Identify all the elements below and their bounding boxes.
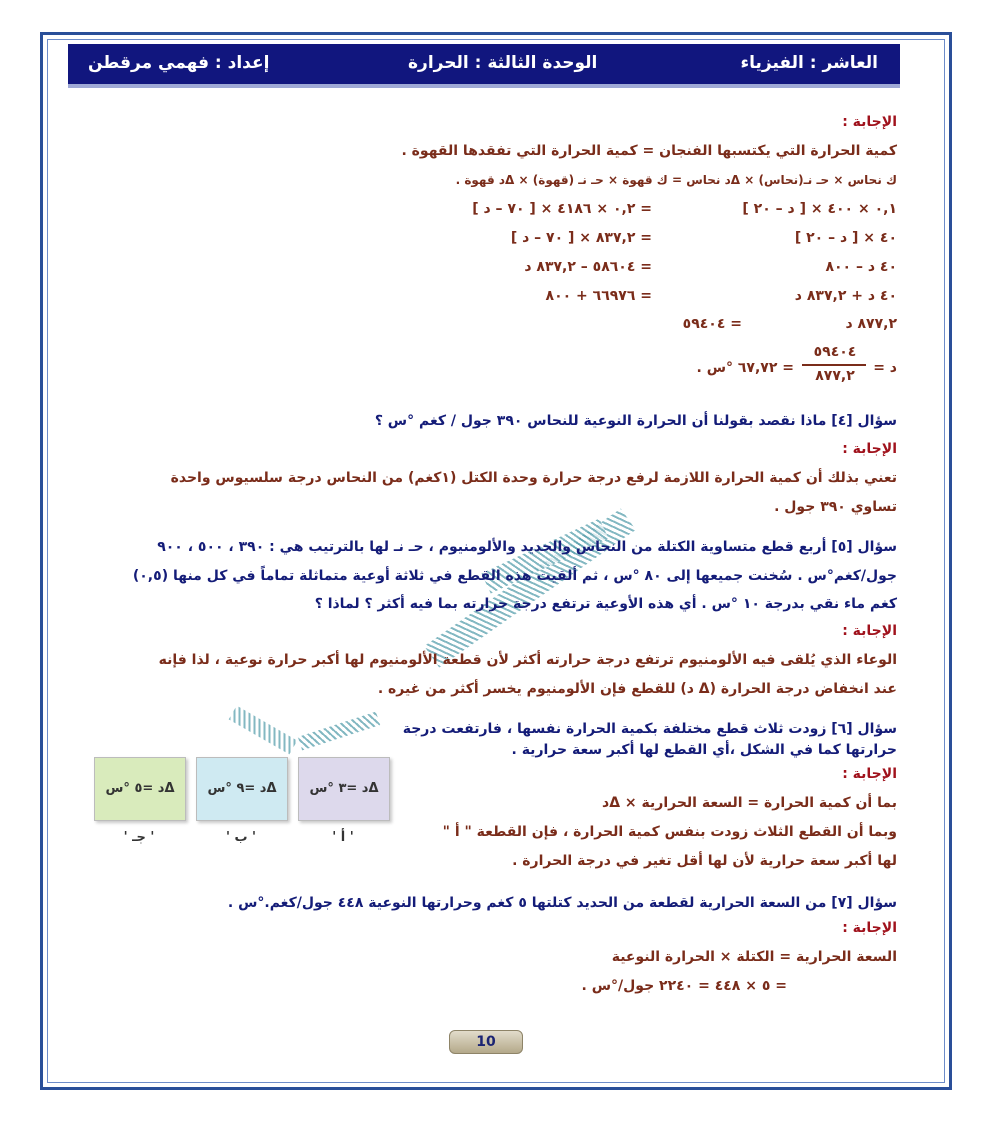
answer-text: تعني بذلك أن كمية الحرارة اللازمة لرفع درجة حرارة وحدة الكتل (١كغم) من النحاس درجة سلسيوس واحدة	[170, 470, 897, 486]
equation-left: ٠,١ × ٤٠٠ × [ د – ٢٠ ]	[742, 201, 897, 217]
question-label: سؤال [٥]	[831, 539, 897, 555]
question-6	[403, 721, 897, 737]
equation-left: ٨٧٧,٢ د	[845, 316, 897, 332]
answer-text: بما أن كمية الحرارة = السعة الحرارية × Δد	[602, 795, 897, 811]
calc-line: ك نحاس × حـ نـ(نحاس) × Δد نحاس = ك قهوة × حـ نـ (قهوة) × Δد قهوة .	[455, 173, 897, 187]
page-border-inner	[47, 39, 945, 1083]
piece-box-c	[94, 757, 186, 821]
question-label: سؤال [٤]	[831, 413, 897, 429]
question-text: أربع قطع متساوية الكتلة من النحاس والحديد والألومنيوم ، حـ نـ لها بالترتيب هي : ٣٩٠ ، ٥٠٠ ، ٩٠٠	[157, 539, 827, 555]
fraction-bar	[802, 364, 866, 366]
answer-label: الإجابة :	[842, 766, 897, 782]
page-header	[68, 44, 900, 88]
question-text: حرارتها كما في الشكل ،أي القطع لها أكبر سعة حرارية .	[511, 742, 897, 758]
answer-label: الإجابة :	[842, 623, 897, 639]
question-4	[375, 413, 897, 429]
equation-left: ٤٠ د – ٨٠٠	[825, 259, 897, 275]
equation-right: = ٥٩٤٠٤	[682, 316, 742, 332]
equation-right: = ٥٨٦٠٤ – ٨٣٧,٢ د	[524, 259, 652, 275]
answer-label: الإجابة :	[842, 441, 897, 457]
answer-label: الإجابة :	[842, 920, 897, 936]
answer-text: الوعاء الذي يُلقى فيه الألومنيوم ترتفع درجة حرارته أكثر لأن قطعة الألومنيوم لها أكبر حرارة نوعية ، لذا فإنه	[158, 652, 897, 668]
calc-line: كمية الحرارة التي يكتسبها الفنجان = كمية الحرارة التي تفقدها القهوة .	[401, 143, 897, 159]
answer-text: عند انخفاض درجة الحرارة (Δ د) للقطع فإن الألومنيوم يخسر أكثر من غيره .	[377, 681, 897, 697]
question-text: جول/كغم°س . سُخنت جميعها إلى ٨٠ °س ، ثم ألقيت هذه القطع في ثلاثة أوعية متماثلة تماماً في كل منها (٠,٥)	[132, 568, 897, 584]
fraction-numerator: ٥٩٤٠٤	[813, 344, 857, 360]
question-text: زودت ثلاث قطع مختلفة بكمية الحرارة نفسها ، فارتفعت درجة	[402, 721, 827, 737]
equation-right: = ٦٦٩٧٦ + ٨٠٠	[545, 288, 652, 304]
header-author: إعداد : فهمي مرقطن	[88, 53, 270, 73]
equation-right: = ٠,٢ × ٤١٨٦ × [ ٧٠ – د ]	[472, 201, 652, 217]
answer-label: الإجابة :	[842, 114, 897, 130]
question-5	[157, 539, 897, 555]
header-subject: العاشر : الفيزياء	[740, 53, 878, 73]
header-unit: الوحدة الثالثة : الحرارة	[408, 53, 598, 73]
fraction-result: = ٦٧,٧٢ °س .	[696, 360, 794, 376]
question-text: من السعة الحرارية لقطعة من الحديد كتلتها ٥ كغم وحرارتها النوعية ٤٤٨ جول/كغم.°س .	[227, 895, 827, 911]
piece-box-a	[298, 757, 390, 821]
answer-text: تساوي ٣٩٠ جول .	[774, 499, 897, 515]
piece-label-c: ' جـ '	[123, 830, 155, 845]
question-label: سؤال [٦]	[831, 721, 897, 737]
equation-left: ٤٠ د + ٨٣٧,٢ د	[794, 288, 897, 304]
temperature-change: Δد =٣ °س	[309, 781, 379, 796]
question-label: سؤال [٧]	[831, 895, 897, 911]
temperature-change: Δد =٩ °س	[207, 781, 277, 796]
temperature-change: Δد =٥ °س	[105, 781, 175, 796]
answer-text: السعة الحرارية = الكتلة × الحرارة النوعية	[611, 949, 897, 965]
answer-text: لها أكبر سعة حرارية لأن لها أقل تغير في درجة الحرارة .	[512, 853, 897, 869]
answer-text: = ٥ × ٤٤٨ = ٢٢٤٠ جول/°س .	[581, 978, 787, 994]
fraction-variable: د =	[873, 360, 897, 376]
answer-text: وبما أن القطع الثلاث زودت بنفس كمية الحرارة ، فإن القطعة " أ "	[442, 824, 897, 840]
page-number: 10	[449, 1030, 523, 1054]
question-7	[228, 895, 897, 911]
question-text: كغم ماء نقي بدرجة ١٠ °س . أي هذه الأوعية ترتفع درجة حرارته بما فيه أكثر ؟ لماذا ؟	[314, 596, 897, 612]
question-text: ماذا نقصد بقولنا أن الحرارة النوعية للنحاس ٣٩٠ جول / كغم °س ؟	[374, 413, 827, 429]
equation-left: ٤٠ × [ د – ٢٠ ]	[794, 230, 897, 246]
piece-box-b	[196, 757, 288, 821]
piece-label-b: ' ب '	[225, 830, 257, 845]
equation-right: = ٨٣٧,٢ × [ ٧٠ – د ]	[510, 230, 652, 246]
piece-label-a: ' أ '	[332, 830, 354, 845]
fraction-denominator: ٨٧٧,٢	[815, 368, 855, 384]
